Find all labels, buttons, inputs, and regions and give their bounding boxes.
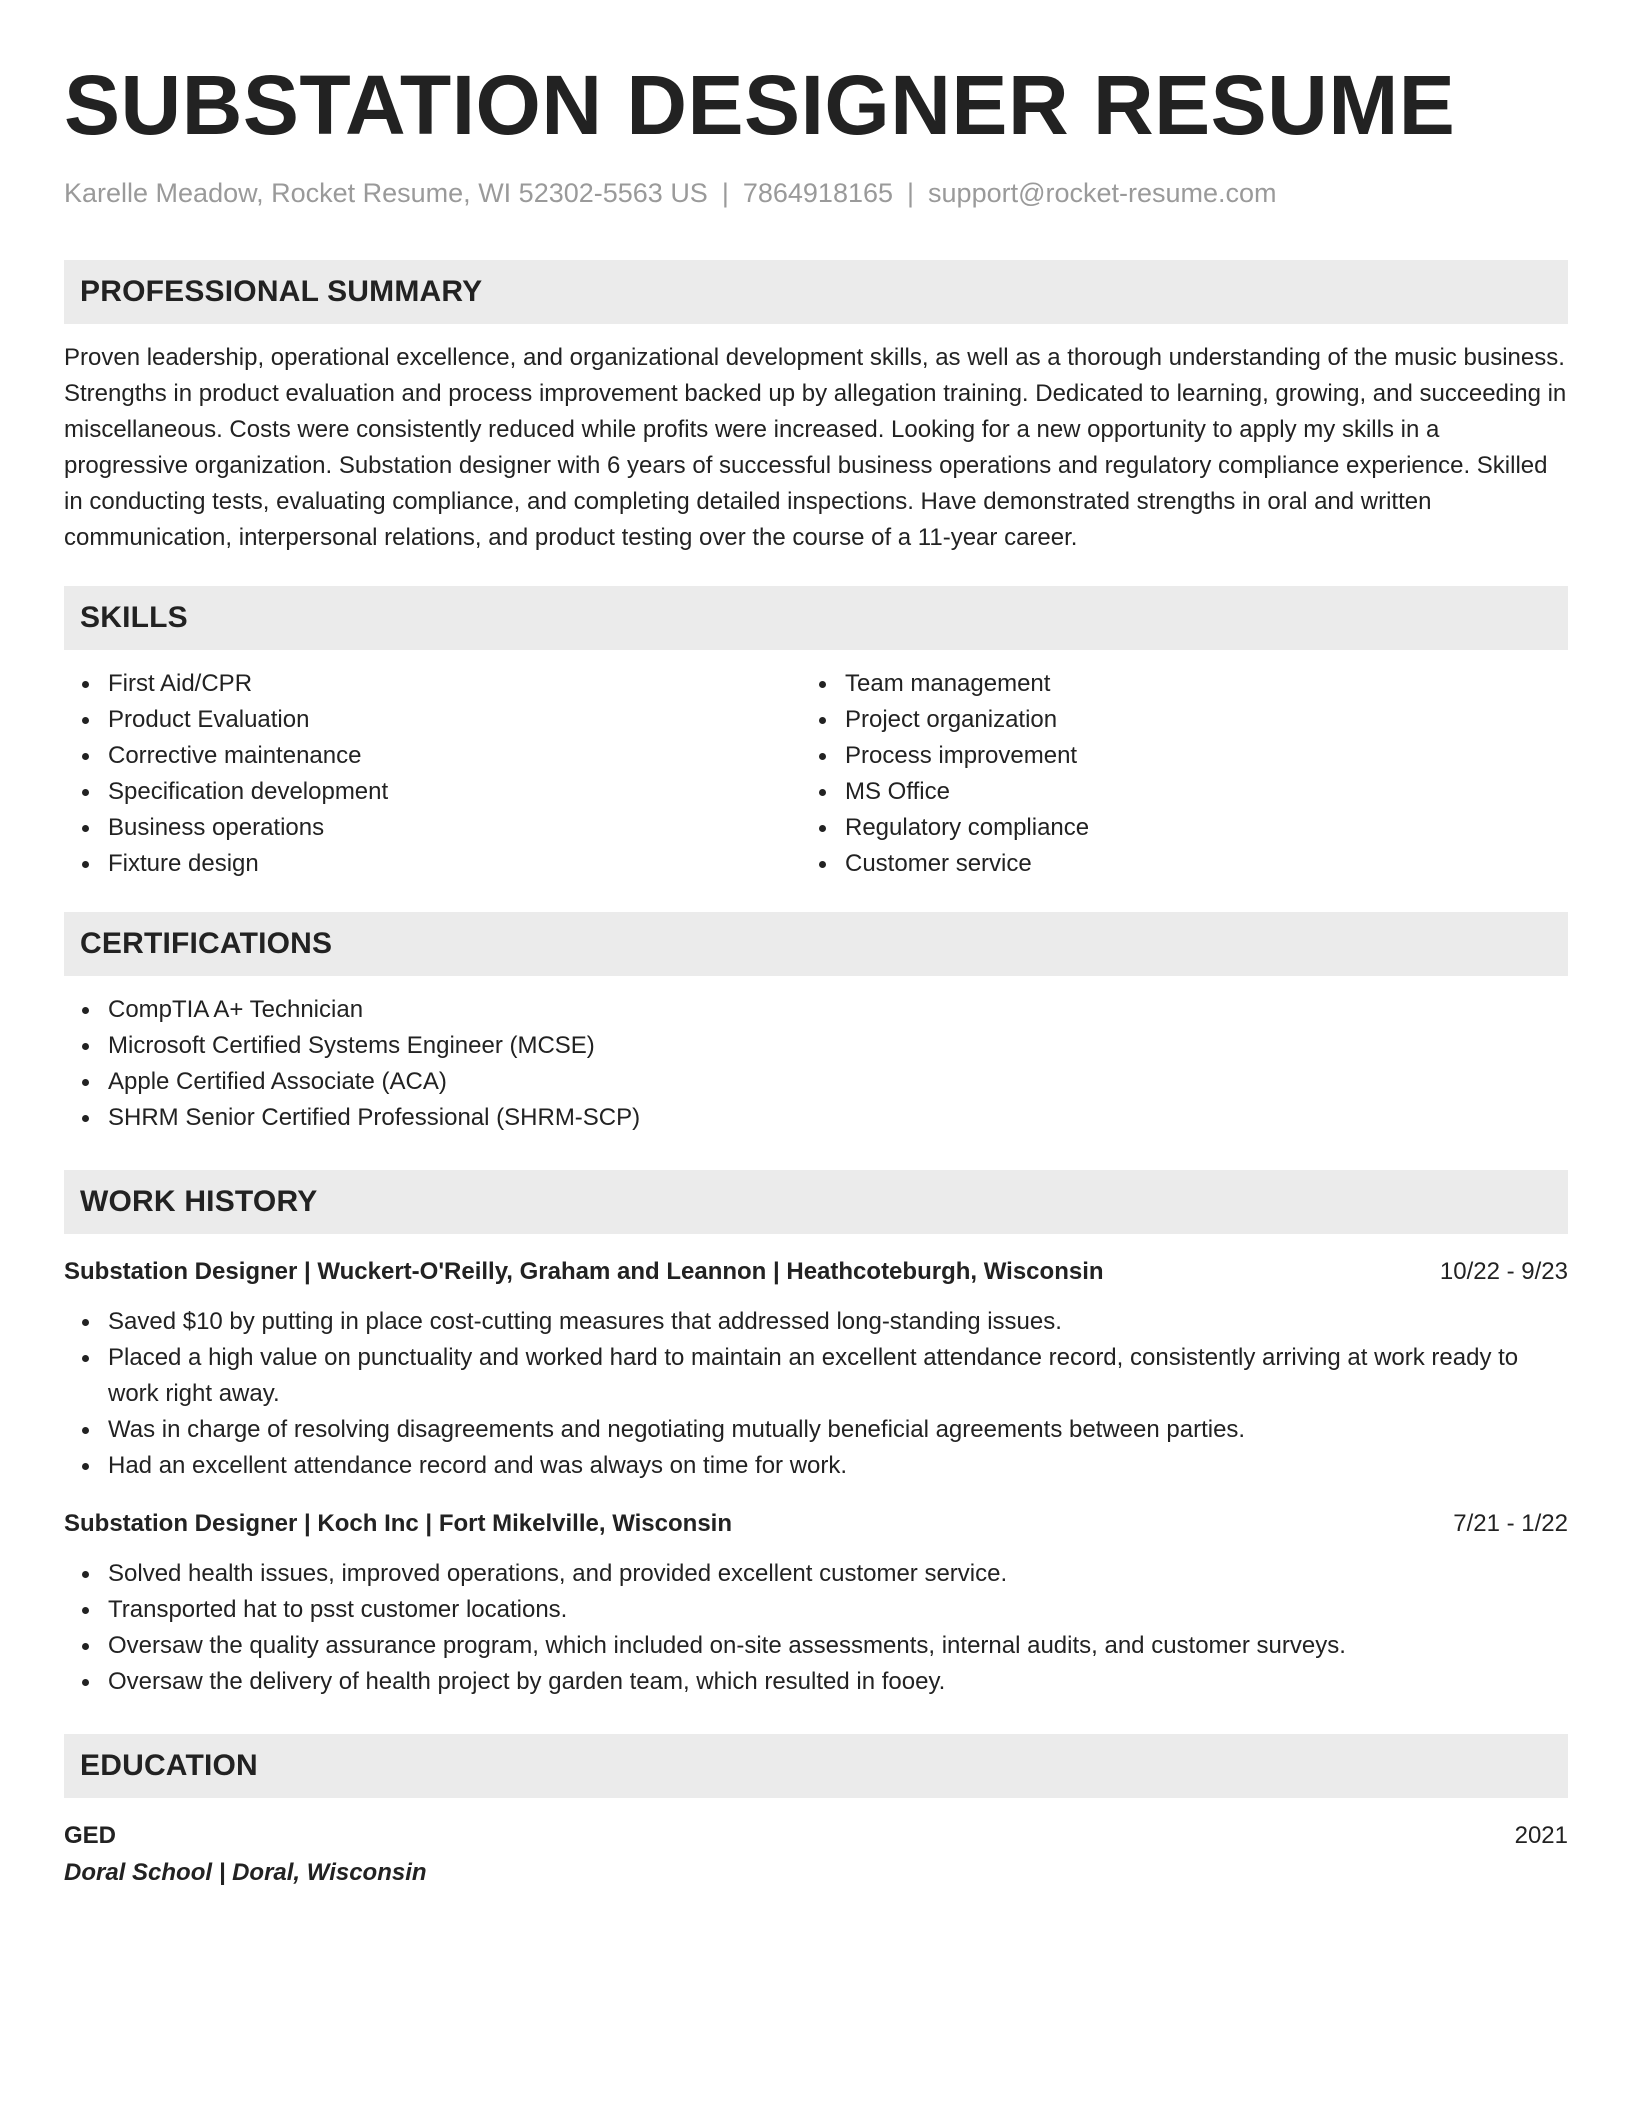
bullet-icon [82,1079,89,1086]
contact-phone: 7864918165 [742,178,894,208]
skill-item: Fixture design [64,846,801,882]
job-bullet: Oversaw the quality assurance program, which included on-site assessments, internal audits, and customer surveys. [64,1628,1568,1664]
bullet-icon [82,717,89,724]
skills-list-right [801,666,1538,882]
certifications-list [64,992,1568,1136]
bullet-icon [82,1319,89,1326]
skill-item: Business operations [64,810,801,846]
section-header [64,912,1568,976]
skill-item: Process improvement [801,738,1538,774]
bullet-icon [82,1043,89,1050]
bullet-icon [82,681,89,688]
certification-item: SHRM Senior Certified Professional (SHRM-SCP) [64,1100,1568,1136]
section-header [64,260,1568,324]
bullet-icon [82,1007,89,1014]
job-header [64,1254,1568,1290]
job-bullet: Transported hat to psst customer locations. [64,1592,1568,1628]
certification-item: Microsoft Certified Systems Engineer (MCSE) [64,1028,1568,1064]
bullet-icon [819,789,826,796]
skill-item: Specification development [64,774,801,810]
job-dates: 10/22 - 9/23 [1439,1258,1568,1285]
resume-title: SUBSTATION DESIGNER RESUME [64,58,1456,152]
skills-section [64,586,1568,882]
contact-address: Karelle Meadow, Rocket Resume, WI 52302-5563 US [64,178,708,208]
bullet-icon [82,1643,89,1650]
job-title-line: Substation Designer | Koch Inc | Fort Mikelville, Wisconsin [64,1510,732,1537]
bullet-icon [82,1571,89,1578]
section-heading-work-history: WORK HISTORY [80,1185,318,1218]
job-bullets [64,1556,1568,1700]
bullet-icon [82,1607,89,1614]
job-header [64,1506,1568,1542]
bullet-icon [819,825,826,832]
job-entry [64,1506,1568,1700]
education-degree: GED [64,1822,117,1849]
skill-item: Customer service [801,846,1538,882]
bullet-icon [819,681,826,688]
job-title-line: Substation Designer | Wuckert-O'Reilly, Graham and Leannon | Heathcoteburgh, Wisconsin [64,1258,1104,1285]
skill-item: Corrective maintenance [64,738,801,774]
job-bullet: Saved $10 by putting in place cost-cutting measures that addressed long-standing issues. [64,1304,1568,1340]
bullet-icon [82,1115,89,1122]
skill-item: MS Office [801,774,1538,810]
section-header [64,1170,1568,1234]
summary-section [64,260,1568,556]
section-header [64,1734,1568,1798]
bullet-icon [819,753,826,760]
job-entry [64,1254,1568,1484]
skill-item: Regulatory compliance [801,810,1538,846]
contact-line [64,176,1568,210]
job-bullet: Oversaw the delivery of health project by garden team, which resulted in fooey. [64,1664,1568,1700]
bullet-icon [82,1355,89,1362]
section-heading-education: EDUCATION [80,1749,258,1782]
section-header [64,586,1568,650]
section-heading-summary: PROFESSIONAL SUMMARY [80,275,483,308]
skill-item: Team management [801,666,1538,702]
education-header [64,1818,1568,1854]
skills-grid [64,666,1568,882]
summary-text: Proven leadership, operational excellence, and organizational development skills, as well as a thorough understanding of the music business. Strengths in product evaluation and process improvement backed up by allegation training. Dedicated to learning, growing, and succeeding in miscellaneous. Costs were consistently reduced while profits were increased. Looking for a new opportunity to apply my skills in a progressive organization. Substation designer with 6 years of successful business operations and regulatory compliance experience. Skilled in conducting tests, evaluating compliance, and completing detailed inspections. Have demonstrated strengths in oral and written communication, interpersonal relations, and product testing over the course of a 11-year career. [64,344,1567,551]
bullet-icon [82,1679,89,1686]
job-bullet: Had an excellent attendance record and was always on time for work. [64,1448,1568,1484]
bullet-icon [82,825,89,832]
education-year: 2021 [1514,1822,1568,1849]
job-bullets [64,1304,1568,1484]
skill-item: Project organization [801,702,1538,738]
work-history-section [64,1170,1568,1700]
job-dates: 7/21 - 1/22 [1453,1510,1568,1537]
bullet-icon [82,1427,89,1434]
job-bullet: Placed a high value on punctuality and worked hard to maintain an excellent attendance record, consistently arriving at work ready to work right away. [64,1340,1568,1412]
education-section [64,1734,1568,1892]
job-bullet: Was in charge of resolving disagreements and negotiating mutually beneficial agreements between parties. [64,1412,1568,1448]
job-bullet: Solved health issues, improved operations, and provided excellent customer service. [64,1556,1568,1592]
bullet-icon [819,861,826,868]
contact-email: support@rocket-resume.com [928,178,1277,208]
contact-separator: | [907,178,915,208]
contact-separator: | [721,178,729,208]
bullet-icon [819,717,826,724]
bullet-icon [82,1463,89,1470]
skill-item: Product Evaluation [64,702,801,738]
certifications-section [64,912,1568,1136]
certification-item: Apple Certified Associate (ACA) [64,1064,1568,1100]
certification-item: CompTIA A+ Technician [64,992,1568,1028]
bullet-icon [82,753,89,760]
skills-list-left [64,666,801,882]
section-heading-skills: SKILLS [80,601,188,634]
bullet-icon [82,789,89,796]
education-school: Doral School | Doral, Wisconsin [64,1859,427,1886]
bullet-icon [82,861,89,868]
section-heading-certifications: CERTIFICATIONS [80,927,333,960]
skill-item: First Aid/CPR [64,666,801,702]
